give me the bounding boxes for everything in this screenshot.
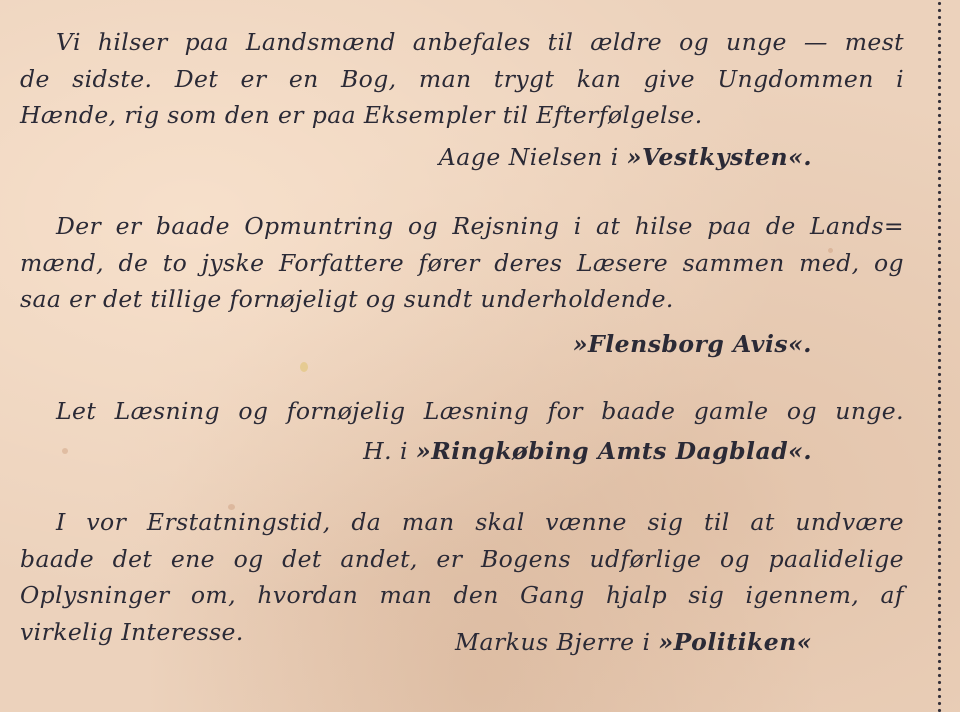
review-publication: »Ringkøbing Amts Dagblad«. [416,437,812,465]
review-publication: »Flensborg Avis«. [572,330,812,358]
review-line: Hænde, rig som den er paa Eksempler til Efterfølgelse. [20,101,703,129]
paper-stain [62,448,68,454]
review-publication: »Politiken« [658,628,812,656]
review-line: de sidste. Det er en Bog, man trygt kan give Ungdommen i [20,64,904,93]
review-attribution [455,628,812,656]
review-attribution [363,437,812,465]
review-attribution [573,330,812,358]
review-line: Vi hilser paa Landsmænd anbefales til ældre og unge — mest [56,28,904,56]
review-author: Markus Bjerre i [454,628,659,656]
review-line: virkelig Interesse. [20,617,244,646]
review-line: Oplysninger om, hvordan man den Gang hjalp sig igennem, af [20,581,904,609]
review-line: Der er baade Opmuntring og Rejsning i at hilse paa de Lands= [56,212,904,240]
review-attribution [439,143,812,171]
review-line: mænd, de to jyske Forfattere fører deres Læsere sammen med, og [20,248,904,277]
review-line: baade det ene og det andet, er Bogens udførlige og paalidelige [20,544,904,573]
review-line: I vor Erstatningstid, da man skal vænne sig til at undvære [56,508,904,536]
dotted-border [937,0,942,712]
review-text [20,393,904,430]
review-line: saa er det tillige fornøjeligt og sundt underholdende. [20,285,674,313]
review-author: Aage Nielsen i [438,143,627,171]
paper-stain [300,362,308,372]
review-text [20,208,904,318]
review-author: H. i [363,437,417,465]
review-publication: »Vestkysten«. [626,143,812,171]
review-text [20,24,904,134]
review-line: Let Læsning og fornøjelig Læsning for baade gamle og unge. [56,397,904,425]
